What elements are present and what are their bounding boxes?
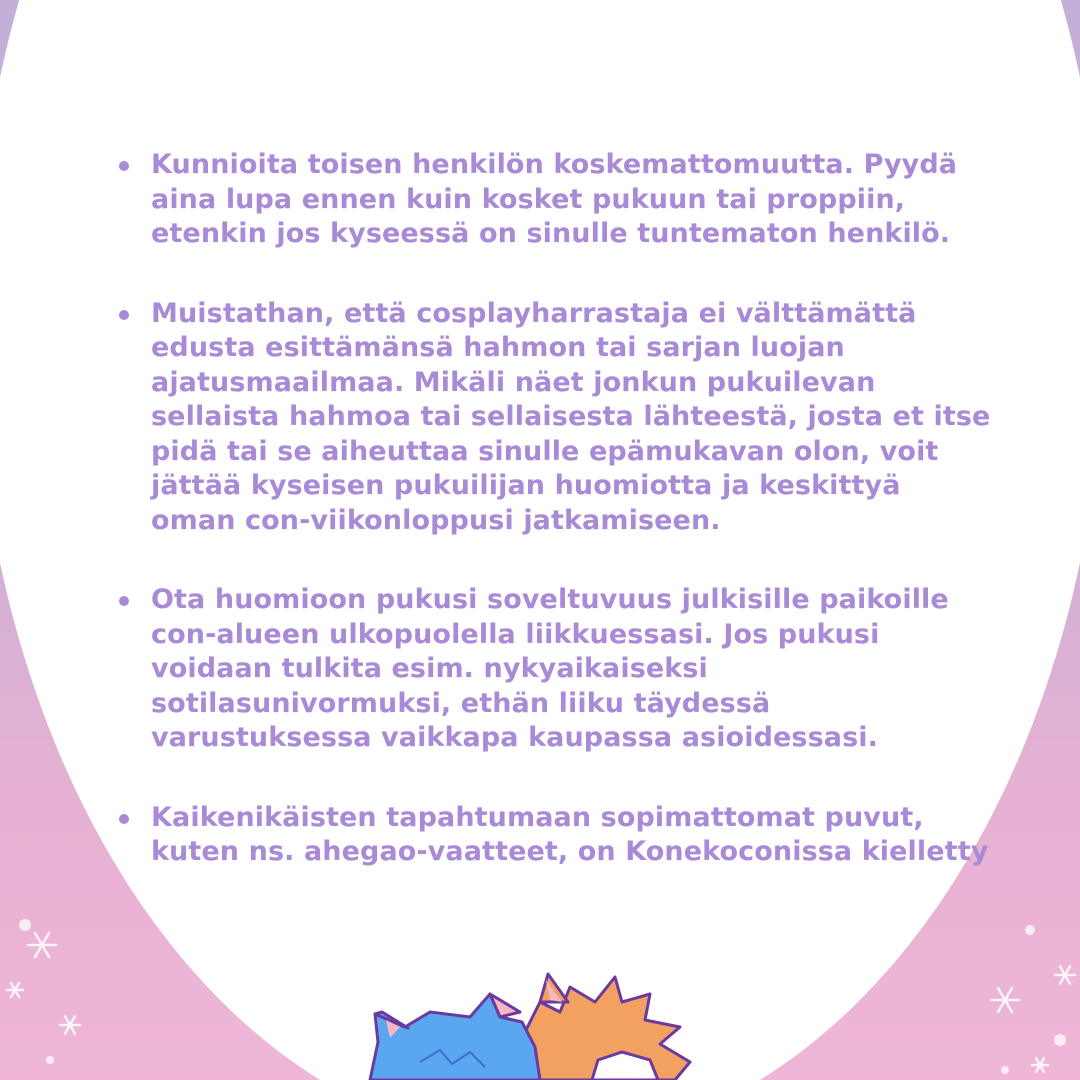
rules-list <box>113 148 993 915</box>
rule-item <box>113 297 993 539</box>
rule-text: Muistathan, että cosplayharrastaja ei välttämättä edusta esittämänsä hahmon tai sarjan luojan ajatusmaailmaa. Mikäli näet jonkun pukuilevan sellaista hahmoa tai sellaisesta lähteestä, josta et itse pidä tai se aiheuttaa sinulle epämukavan olon, voit jättää kyseisen pukuilijan huomiotta ja keskittyä oman con-viikonloppusi jatkamiseen. <box>151 297 991 536</box>
rule-item <box>113 801 993 870</box>
snowflake-icon <box>28 933 56 957</box>
rule-text: Kunnioita toisen henkilön koskemattomuutta. Pyydä aina lupa ennen kuin kosket pukuun tai proppiin, etenkin jos kyseessä on sinulle tuntematon henkilö. <box>151 149 958 249</box>
rule-item <box>113 583 993 756</box>
rule-text: Kaikenikäisten tapahtumaan sopimattomat puvut, kuten ns. ahegao-vaatteet, on Konekoconissa kielletty <box>151 801 989 867</box>
blue-cat-mascot-icon <box>370 994 540 1080</box>
bullet-icon <box>119 310 129 320</box>
rule-text: Ota huomioon pukusi soveltuvuus julkisille paikoille con-alueen ulkopuolella liikkuessasi. Jos pukusi voidaan tulkita esim. nykyaikaiseksi sotilasunivormuksi, ethän liiku täydessä varustuksessa vaikkapa kaupassa asioidessasi. <box>151 584 949 753</box>
snowflake-icon <box>991 988 1019 1012</box>
bullet-icon <box>119 161 129 171</box>
snowflake-icon <box>60 1016 80 1033</box>
snowflake-icon <box>7 983 23 997</box>
bullet-icon <box>119 814 129 824</box>
mascots-illustration <box>360 972 720 1080</box>
rule-item <box>113 148 993 252</box>
bullet-icon <box>119 596 129 606</box>
snowflake-icon <box>1032 1058 1048 1072</box>
orange-cat-mascot-icon <box>525 974 690 1080</box>
snowflake-icon <box>1055 966 1075 983</box>
